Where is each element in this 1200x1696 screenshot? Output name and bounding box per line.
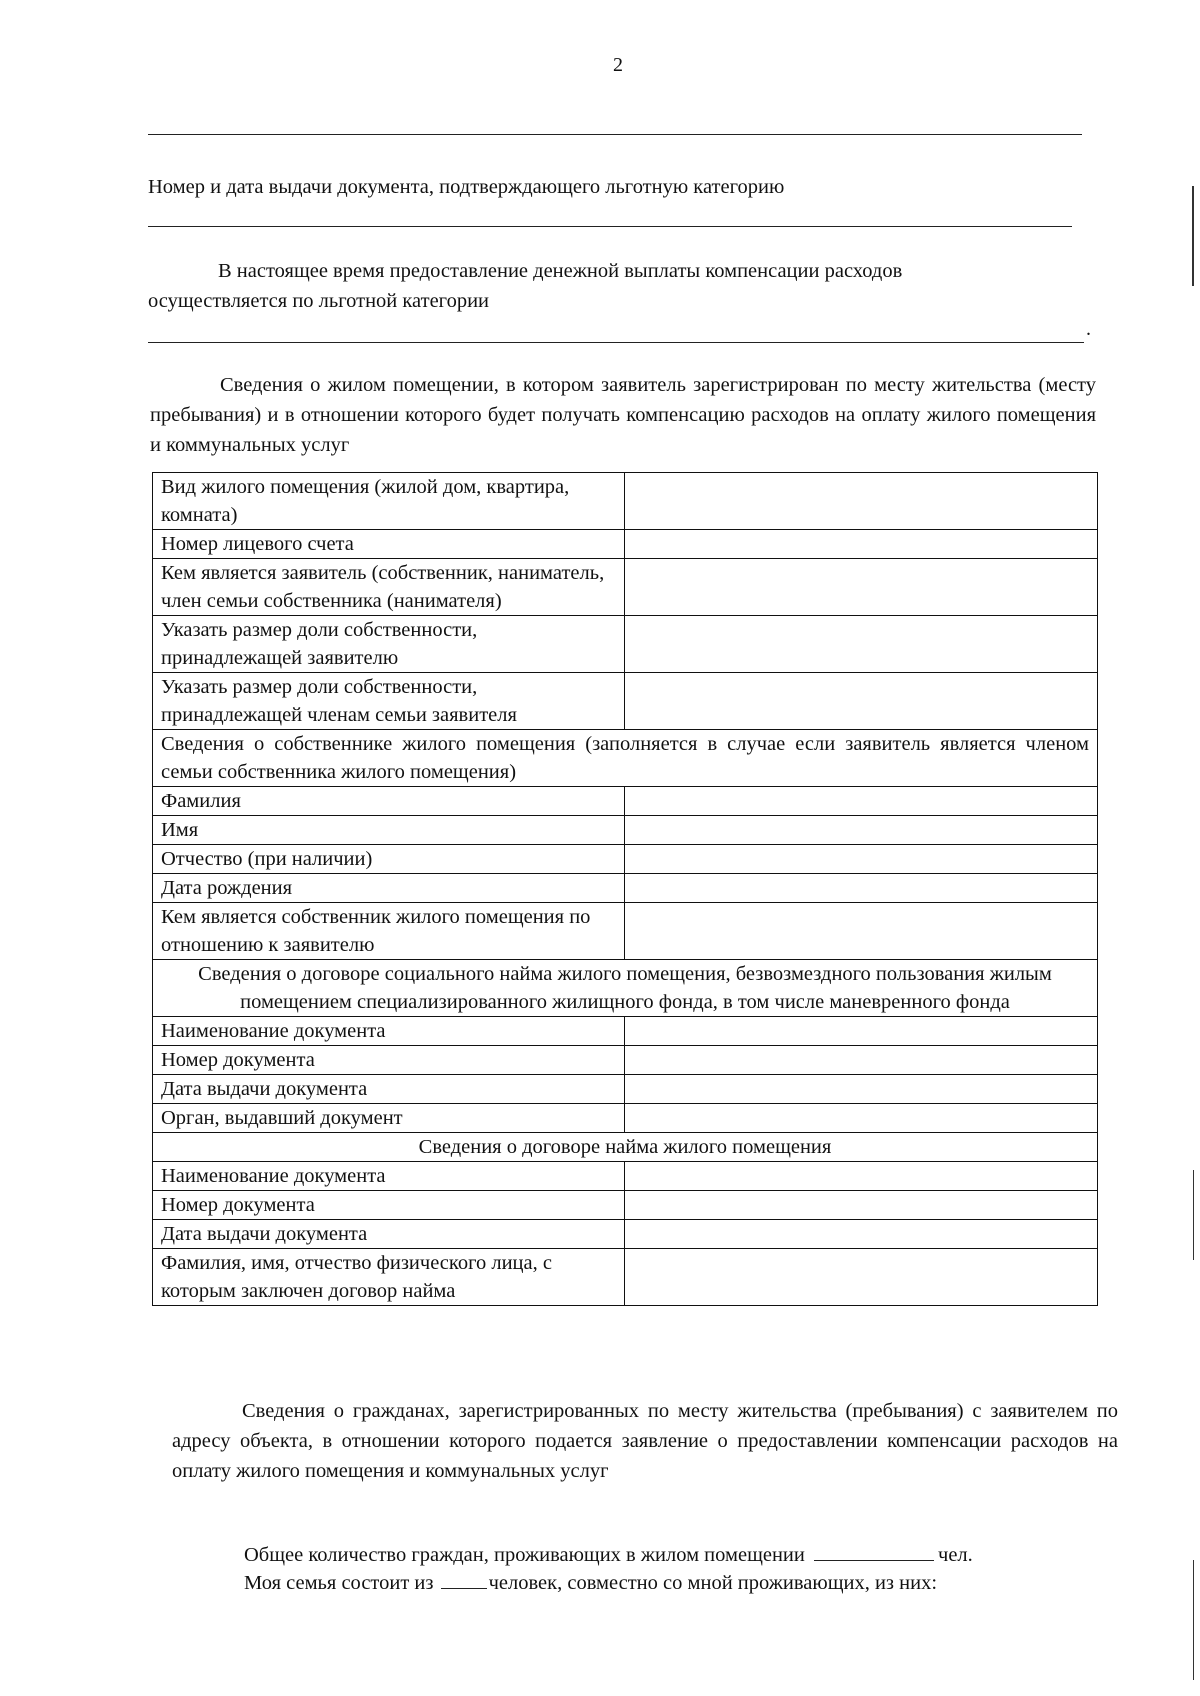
social-doc-name-label: Наименование документа [153,1017,625,1046]
table-row [153,1075,1098,1104]
lease-doc-number-value[interactable] [625,1191,1098,1220]
lease-section-heading: Сведения о договоре найма жилого помещения [153,1133,1098,1162]
table-row [153,1220,1098,1249]
owner-surname-label: Фамилия [153,787,625,816]
citizens-intro [172,1396,1118,1486]
scan-edge-mark [1193,1170,1194,1260]
table-row [153,874,1098,903]
table-row [153,1162,1098,1191]
owner-relation-value[interactable] [625,903,1098,960]
current-category-text1: В настоящее время предоставление денежной выплаты компенсации расходов [218,260,903,282]
social-doc-issuer-label: Орган, выдавший документ [153,1104,625,1133]
family-size-suffix: человек, совместно со мной проживающих, из них: [488,1572,938,1594]
owner-surname-value[interactable] [625,787,1098,816]
table-row [153,673,1098,730]
current-category-line2: осуществляется по льготной категории [148,290,490,312]
table-row [153,960,1098,1017]
family-size-line [244,1568,937,1598]
social-doc-name-value[interactable] [625,1017,1098,1046]
owner-patronymic-value[interactable] [625,845,1098,874]
table-row [153,616,1098,673]
lease-doc-date-value[interactable] [625,1220,1098,1249]
lease-person-label: Фамилия, имя, отчество физического лица, с которым заключен договор найма [153,1249,625,1306]
citizens-intro-text: Сведения о гражданах, зарегистрированных по месту жительства (пребывания) с заявителем по адресу объекта, в отношении которого подается заявление о предоставлении компенсации расходов на оплату жилого помещения и коммунальных услуг [172,1400,1118,1482]
applicant-role-value[interactable] [625,559,1098,616]
lease-doc-number-label: Номер документа [153,1191,625,1220]
table-row [153,787,1098,816]
page-number: 2 [613,54,623,76]
family-size-blank[interactable] [441,1568,487,1589]
owner-patronymic-label: Отчество (при наличии) [153,845,625,874]
table-row [153,473,1098,530]
dwelling-intro-text: Сведения о жилом помещении, в котором заявитель зарегистрирован по месту жительства (месту пребывания) и в отношении которого будет получать компенсацию расходов на оплату жилого помещения и коммунальных услуг [150,374,1096,456]
table-row [153,816,1098,845]
scan-edge-mark [1192,186,1194,286]
current-category-line1 [148,256,1094,286]
dwelling-info-table [152,472,1098,1306]
owner-section-heading: Сведения о собственнике жилого помещения (заполняется в случае если заявитель является членом семьи собственника жилого помещения) [153,730,1098,787]
doc-number-label: Номер и дата выдачи документа, подтверждающего льготную категорию [148,176,785,198]
owner-relation-label: Кем является собственник жилого помещения по отношению к заявителю [153,903,625,960]
table-row [153,1249,1098,1306]
dwelling-intro [150,370,1096,460]
dwelling-type-value[interactable] [625,473,1098,530]
owner-name-label: Имя [153,816,625,845]
account-number-value[interactable] [625,530,1098,559]
family-share-value[interactable] [625,673,1098,730]
dwelling-type-label: Вид жилого помещения (жилой дом, квартира, комната) [153,473,625,530]
table-row [153,1017,1098,1046]
social-doc-date-value[interactable] [625,1075,1098,1104]
lease-doc-date-label: Дата выдачи документа [153,1220,625,1249]
owner-name-value[interactable] [625,816,1098,845]
doc-number-blank-line[interactable] [148,226,1072,227]
table-row [153,1133,1098,1162]
table-row [153,559,1098,616]
table-row [153,845,1098,874]
lease-person-value[interactable] [625,1249,1098,1306]
table-row [153,530,1098,559]
applicant-role-label: Кем является заявитель (собственник, наниматель, член семьи собственника (нанимателя) [153,559,625,616]
table-row [153,730,1098,787]
social-lease-section-heading: Сведения о договоре социального найма жилого помещения, безвозмездного пользования жилым помещением специализированного жилищного фонда, в том числе маневренного фонда [153,960,1098,1017]
social-doc-issuer-value[interactable] [625,1104,1098,1133]
lease-doc-name-value[interactable] [625,1162,1098,1191]
total-residents-suffix: чел. [938,1544,973,1566]
category-blank-line[interactable] [148,342,1084,343]
family-size-prefix: Моя семья состоит из [244,1572,434,1594]
lease-doc-name-label: Наименование документа [153,1162,625,1191]
table-row [153,1046,1098,1075]
total-residents-blank[interactable] [814,1540,934,1561]
table-row [153,1191,1098,1220]
table-row [153,903,1098,960]
total-residents-prefix: Общее количество граждан, проживающих в жилом помещении [244,1544,805,1566]
owner-birth-date-label: Дата рождения [153,874,625,903]
social-doc-date-label: Дата выдачи документа [153,1075,625,1104]
blank-line-top [148,134,1082,135]
total-residents-line [244,1540,973,1570]
social-doc-number-label: Номер документа [153,1046,625,1075]
owner-birth-date-value[interactable] [625,874,1098,903]
account-number-label: Номер лицевого счета [153,530,625,559]
table-row [153,1104,1098,1133]
social-doc-number-value[interactable] [625,1046,1098,1075]
family-share-label: Указать размер доли собственности, принадлежащей членам семьи заявителя [153,673,625,730]
scan-edge-mark [1193,1560,1194,1680]
period-mark: . [1086,318,1091,340]
applicant-share-label: Указать размер доли собственности, принадлежащей заявителю [153,616,625,673]
applicant-share-value[interactable] [625,616,1098,673]
